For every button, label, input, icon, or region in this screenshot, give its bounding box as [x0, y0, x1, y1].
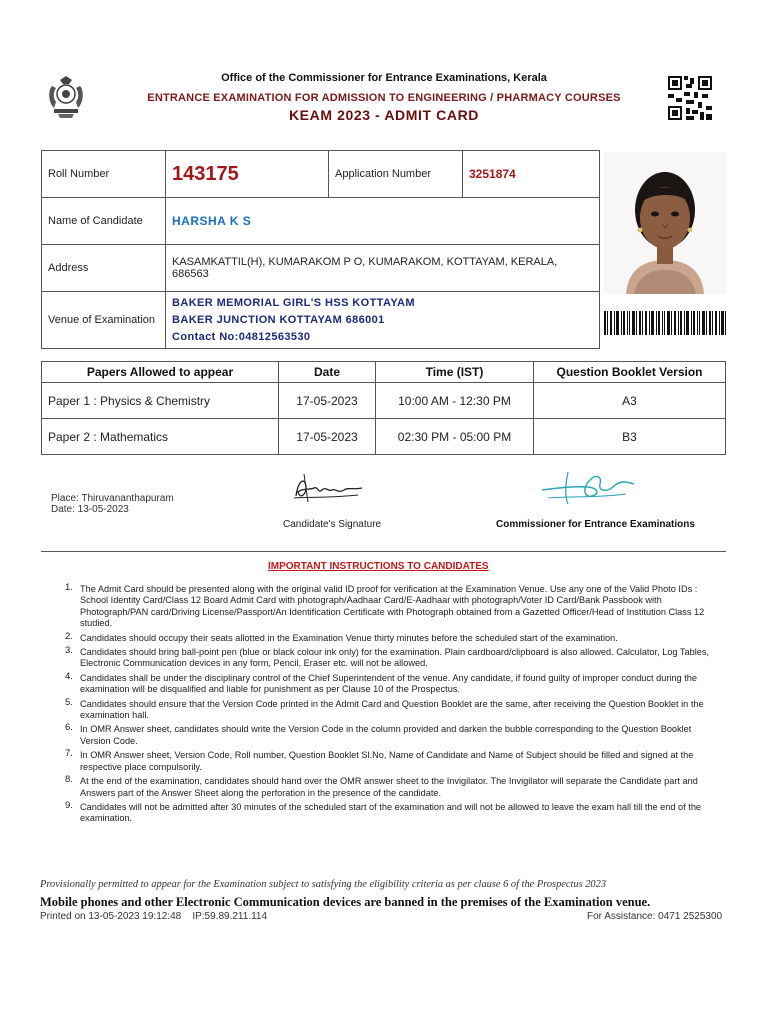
list-item	[60, 750, 720, 773]
roll-number-label: Roll Number	[42, 151, 166, 198]
paper-version: B3	[534, 419, 726, 455]
instruction-text: In OMR Answer sheet, Version Code, Roll number, Question Booklet Sl.No, Name of Candidate and Name of Subject should be filled and signed at the respective place compulsorily.	[80, 750, 694, 772]
instruction-text: Candidates should ensure that the Version Code printed in the Admit Card and Question Booklet are the same, after receiving the Question Booklet in the examination hall.	[80, 698, 704, 721]
list-item	[60, 647, 720, 670]
list-item	[60, 670, 720, 696]
instructions-title: IMPORTANT INSTRUCTIONS TO CANDIDATES	[268, 561, 489, 572]
candidate-photo	[604, 152, 726, 294]
paper-date: 17-05-2023	[279, 383, 376, 419]
address-value: KASAMKATTIL(H), KUMARAKOM P O, KUMARAKOM, KOTTAYAM, KERALA, 686563	[166, 245, 600, 292]
venue-line-2: BAKER JUNCTION KOTTAYAM 686001	[172, 313, 385, 326]
papers-header: Papers Allowed to appear	[42, 362, 279, 383]
application-number-value: 3251874	[469, 167, 516, 181]
paper-version: A3	[534, 383, 726, 419]
application-number-label: Application Number	[329, 151, 463, 198]
candidate-signature-label: Candidate's Signature	[283, 519, 382, 530]
table-row	[42, 419, 726, 455]
roll-number-cell	[166, 151, 329, 198]
assistance-contact: For Assistance: 0471 2525300	[587, 911, 723, 922]
instruction-text: Candidates should occupy their seats allotted in the Examination Venue thirty minutes before the scheduled start of the examination.	[80, 632, 618, 643]
list-number: 3.	[65, 645, 73, 657]
office-heading: Office of the Commissioner for Entrance Examinations, Kerala	[221, 72, 547, 84]
barcode-icon	[604, 311, 726, 335]
list-item	[60, 799, 720, 825]
address-label: Address	[42, 245, 166, 292]
venue-contact: Contact No:04812563530	[172, 330, 311, 343]
commissioner-signature-label: Commissioner for Entrance Examinations	[496, 519, 695, 530]
commissioner-signature-image	[538, 466, 638, 508]
papers-table	[41, 361, 726, 455]
candidate-name-label: Name of Candidate	[42, 198, 166, 245]
venue-line-1: BAKER MEMORIAL GIRL'S HSS KOTTAYAM	[172, 296, 415, 309]
instructions-list	[60, 584, 720, 828]
application-number-cell	[463, 151, 600, 198]
paper-date: 17-05-2023	[279, 419, 376, 455]
list-item	[60, 696, 720, 722]
venue-cell	[166, 292, 600, 349]
time-header: Time (IST)	[376, 362, 534, 383]
candidate-name-value: HARSHA K S	[172, 214, 252, 228]
date-text: Date: 13-05-2023	[51, 504, 129, 515]
list-item	[60, 584, 720, 630]
instruction-text: Candidates shall be under the disciplinary control of the Chief Superintendent of the venue. Any candidate, if found guilty of improper conduct during the examination will be disqualified and liable for punishment as per Clause 10 of the Prospectus.	[80, 672, 697, 695]
roll-number-value: 143175	[172, 162, 239, 185]
provisional-note: Provisionally permitted to appear for the Examination subject to satisfying the eligibility criteria as per clause 6 of the Prospectus 2023	[40, 879, 607, 890]
paper-name: Paper 1 : Physics & Chemistry	[42, 383, 279, 419]
list-number: 2.	[65, 630, 73, 642]
list-number: 7.	[65, 748, 73, 760]
place-date-block	[51, 493, 174, 515]
candidate-name-cell	[166, 198, 600, 245]
list-number: 4.	[65, 670, 73, 682]
candidate-signature-image	[288, 468, 368, 508]
qr-code-icon	[668, 76, 712, 120]
version-header: Question Booklet Version	[534, 362, 726, 383]
paper-time: 10:00 AM - 12:30 PM	[376, 383, 534, 419]
section-divider	[41, 551, 726, 552]
place-text: Place: Thiruvananthapuram	[51, 493, 174, 504]
instruction-text: The Admit Card should be presented along with the original valid ID proof for verification at the Examination Venue. Use any one of the Valid Photo IDs : School Identity Card/Class 12 Board Admit Card with photograph/Aadhaar Card/E-Aadhaar with photograph/Voter ID Card/Bank Passbook with Photograph/PAN card/Driving License/Passport/An Identification Certificate with Photograph obtained from a Gazetted Officer/Head of Institution Class 12 studied.	[80, 584, 705, 629]
list-item	[60, 724, 720, 747]
venue-label: Venue of Examination	[42, 292, 166, 349]
instruction-text: At the end of the examination, candidates should hand over the OMR answer sheet to the Invigilator. The Invigilator will separate the Candidate part and Answers part of the Answer Sheet along the perforation in the presence of the candidate.	[80, 776, 698, 798]
list-item	[60, 776, 720, 799]
list-number: 8.	[65, 774, 73, 786]
instruction-text: Candidates should bring ball-point pen (blue or black colour ink only) for the examination. Plain cardboard/clipboard is also allowed. Calculator, Log Tables, Electronic Communication devices in any form, Pencil, Eraser etc. will not be allowed.	[80, 647, 710, 669]
list-number: 6.	[65, 722, 73, 734]
candidate-info-table	[41, 150, 600, 349]
date-header: Date	[279, 362, 376, 383]
list-number: 1.	[65, 582, 73, 593]
list-number: 5.	[65, 696, 73, 708]
list-item	[60, 630, 720, 644]
exam-heading: ENTRANCE EXAMINATION FOR ADMISSION TO ENGINEERING / PHARMACY COURSES	[147, 92, 621, 104]
printed-info: Printed on 13-05-2023 19:12:48 IP:59.89.211.114	[40, 911, 268, 922]
instruction-text: In OMR Answer sheet, candidates should write the Version Code in the column provided and darken the bubble corresponding to the Question Booklet Version Code.	[80, 724, 692, 746]
table-row	[42, 383, 726, 419]
list-number: 9.	[65, 799, 73, 811]
page-title: KEAM 2023 - ADMIT CARD	[288, 107, 480, 123]
instruction-text: Candidates will not be admitted after 30 minutes of the scheduled start of the examination and will not be allowed to leave the exam hall till the end of the examination.	[80, 801, 702, 824]
paper-time: 02:30 PM - 05:00 PM	[376, 419, 534, 455]
paper-name: Paper 2 : Mathematics	[42, 419, 279, 455]
mobile-ban-notice: Mobile phones and other Electronic Communication devices are banned in the premises of the Examination venue.	[40, 895, 651, 909]
